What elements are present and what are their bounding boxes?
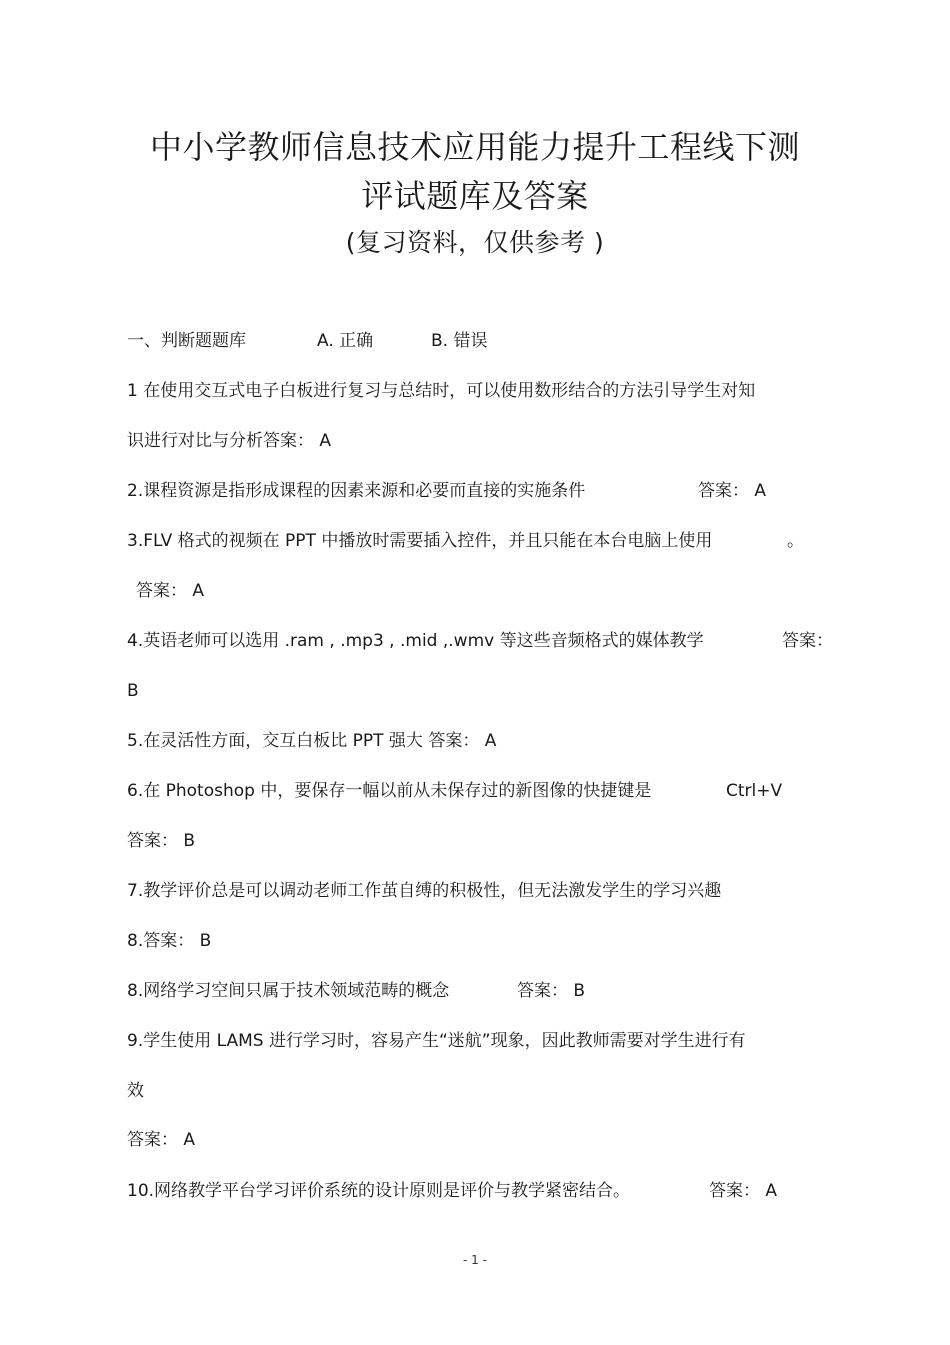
question-1-line1: 1 在使用交互式电子白板进行复习与总结时，可以使用数形结合的方法引导学生对知: [127, 381, 756, 401]
option-b-label: B. 错误: [431, 331, 488, 351]
question-3-end: 。: [787, 531, 804, 551]
section-heading: 一、判断题题库: [127, 331, 246, 351]
question-7-answer: 8.答案： B: [127, 931, 212, 951]
question-10-text: 10.网络教学平台学习评价系统的设计原则是评价与教学紧密结合。: [127, 1181, 631, 1201]
question-3-text: 3.FLV 格式的视频在 PPT 中播放时需要插入控件，并且只能在本台电脑上使用: [127, 531, 713, 551]
question-2-text: 2.课程资源是指形成课程的因素来源和必要而直接的实施条件: [127, 481, 586, 501]
page-number: - 1 -: [463, 1253, 487, 1267]
question-8-text: 8.网络学习空间只属于技术领域范畴的概念: [127, 981, 450, 1001]
question-4-answer-label: 答案：: [782, 631, 833, 651]
question-9-line2: 效: [127, 1081, 144, 1101]
question-6-text: 6.在 Photoshop 中，要保存一幅以前从未保存过的新图像的快捷键是: [127, 781, 652, 801]
question-10-answer: 答案： A: [709, 1181, 778, 1201]
question-1-line2: 识进行对比与分析答案： A: [127, 431, 332, 451]
question-4-answer: B: [127, 681, 139, 701]
question-9-answer: 答案： A: [127, 1130, 196, 1150]
question-2-answer: 答案： A: [698, 481, 767, 501]
question-9-line1: 9.学生使用 LAMS 进行学习时，容易产生“迷航”现象，因此教师需要对学生进行有: [127, 1031, 746, 1051]
document-title-line1: 中小学教师信息技术应用能力提升工程线下测: [149, 128, 800, 166]
question-5: 5.在灵活性方面，交互白板比 PPT 强大 答案： A: [127, 731, 497, 751]
question-3-answer: 答案： A: [136, 581, 205, 601]
question-8-answer: 答案： B: [517, 981, 586, 1001]
question-6-key: Ctrl+V: [726, 781, 783, 801]
question-6-answer: 答案： B: [127, 831, 196, 851]
document-subtitle: (复习资料，仅供参考 ): [345, 228, 605, 257]
question-7: 7.教学评价总是可以调动老师工作茧自缚的积极性，但无法激发学生的学习兴趣: [127, 881, 722, 901]
question-4-text: 4.英语老师可以选用 .ram , .mp3 , .mid ,.wmv 等这些音频格式的媒体教学: [127, 631, 704, 651]
option-a-label: A. 正确: [317, 331, 374, 351]
document-title-line2: 评试题库及答案: [361, 177, 589, 215]
